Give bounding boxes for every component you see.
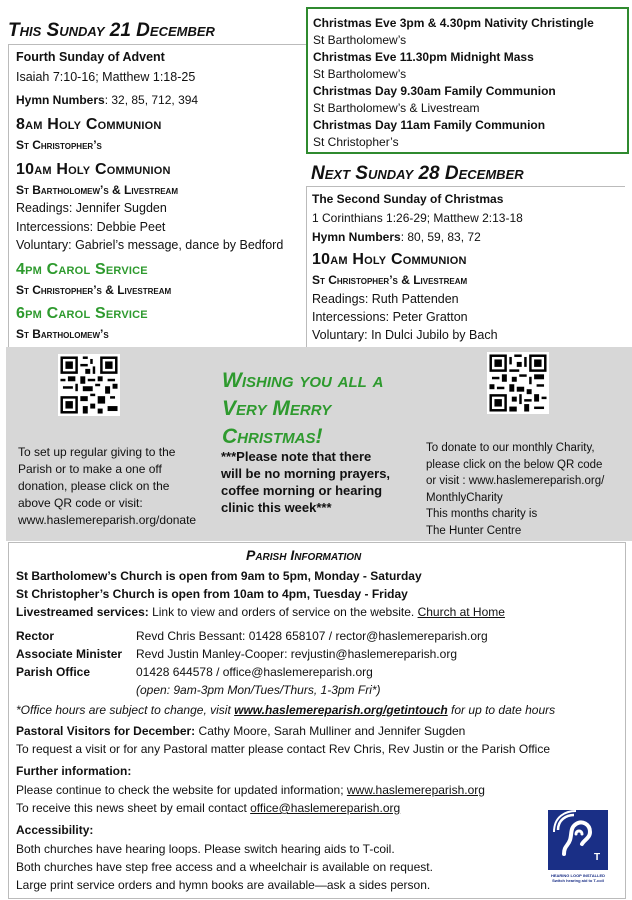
rector-value: Revd Chris Bessant: 01428 658107 / rector@haslemereparish.org — [136, 629, 488, 643]
service-10am-title: 10am Holy Communion — [16, 161, 171, 178]
christmas-line-8: St Christopher’s — [313, 135, 399, 149]
charity-qr-code[interactable] — [487, 352, 549, 414]
donate-link[interactable]: www.haslemereparish.org/donate — [18, 513, 197, 527]
website-link[interactable]: www.haslemereparish.org — [346, 783, 485, 797]
getintouch-link[interactable]: www.haslemereparish.org/getintouch — [234, 703, 448, 717]
christmas-line-6: St Bartholomew’s & Livestream — [313, 101, 480, 115]
carol-6pm-title: 6pm Carol Service — [16, 305, 148, 322]
charity-info: To donate to our monthly Charity, please click on the below QR code or visit : www.haslemereparish.org/ MonthlyCharity This months charity is The Hunter Centre — [426, 442, 605, 537]
further-info-label: Further information: — [16, 764, 132, 778]
this-sunday-readings-ref: Isaiah 7:10-16; Matthew 1:18-25 — [16, 70, 196, 84]
service-10am-voluntary: Voluntary: Gabriel’s message, dance by Bedford — [16, 238, 284, 252]
carol-4pm-place: St Christopher’s & Livestream — [16, 283, 172, 297]
email-info: To receive this news sheet by email contact office@haslemereparish.org — [16, 801, 401, 815]
giving-info: To set up regular giving to the Parish or to make a one off donation, please click on the above QR code or visit: www.haslemereparish.org/donate — [18, 444, 218, 529]
parish-info-heading: Parish Information — [246, 547, 362, 563]
christmas-line-1: Christmas Eve 3pm & 4.30pm Nativity Christingle — [313, 16, 594, 30]
this-sunday-occasion: Fourth Sunday of Advent — [16, 50, 165, 64]
next-sunday-heading: Next Sunday 28 December — [311, 163, 524, 184]
accessibility-line-1: Both churches have hearing loops. Please switch hearing aids to T-coil. — [16, 842, 395, 856]
associate-minister-value: Revd Justin Manley-Cooper: revjustin@haslemereparish.org — [136, 647, 457, 661]
next-service-intercessions: Intercessions: Peter Gratton — [312, 310, 468, 324]
service-8am-place: St Christopher’s — [16, 138, 102, 152]
service-8am-title: 8am Holy Communion — [16, 116, 162, 133]
giving-qr-code[interactable] — [58, 354, 120, 416]
christmas-greeting: Wishing you all a Very Merry Christmas! — [222, 369, 384, 448]
accessibility-line-2: Both churches have step free access and a wheelchair is available on request. — [16, 860, 433, 874]
christmas-line-5: Christmas Day 9.30am Family Communion — [313, 84, 556, 98]
parish-office-label: Parish Office — [16, 665, 91, 679]
accessibility-label: Accessibility: — [16, 823, 94, 837]
church-at-home-link[interactable]: Church at Home — [417, 605, 505, 619]
st-christophers-opening: St Christopher’s Church is open from 10am to 4pm, Tuesday - Friday — [16, 587, 408, 601]
svg-text:T: T — [594, 852, 601, 863]
service-10am-intercessions: Intercessions: Debbie Peet — [16, 220, 166, 234]
service-10am-readings: Readings: Jennifer Sugden — [16, 201, 167, 215]
accessibility-line-3: Large print service orders and hymn books are available—ask a sides person. — [16, 878, 431, 892]
parish-office-value: 01428 644578 / office@haslemereparish.org — [136, 665, 373, 679]
carol-4pm-title: 4pm Carol Service — [16, 261, 148, 278]
pastoral-request: To request a visit or for any Pastoral matter please contact Rev Chris, Rev Justin or the Parish Office — [16, 742, 551, 756]
livestream-info: Livestreamed services: Link to view and orders of service on the website. Church at Home — [16, 605, 505, 619]
st-bartholomews-opening: St Bartholomew’s Church is open from 9am to 5pm, Monday - Saturday — [16, 569, 422, 583]
rector-label: Rector — [16, 629, 55, 643]
next-service-title: 10am Holy Communion — [312, 251, 467, 268]
service-10am-place: St Bartholomew’s & Livestream — [16, 183, 178, 197]
next-sunday-readings-ref: 1 Corinthians 1:26-29; Matthew 2:13-18 — [312, 211, 523, 225]
no-morning-prayers-notice: ***Please note that there will be no morning prayers, coffee morning or hearing clinic this week*** — [221, 449, 391, 515]
next-service-place: St Christopher’s & Livestream — [312, 273, 468, 287]
next-service-readings: Readings: Ruth Pattenden — [312, 292, 459, 306]
office-hours-note: *Office hours are subject to change, visit www.haslemereparish.org/getintouch for up to date hours — [16, 703, 556, 717]
next-sunday-occasion: The Second Sunday of Christmas — [312, 192, 504, 206]
parish-office-hours: (open: 9am-3pm Mon/Tues/Thurs, 1-3pm Fri*) — [136, 683, 381, 697]
this-sunday-hymns: Hymn Numbers: 32, 85, 712, 394 — [16, 93, 199, 107]
associate-minister-label: Associate Minister — [16, 647, 123, 661]
christmas-line-2: St Bartholomew’s — [313, 33, 407, 47]
pastoral-visitors: Pastoral Visitors for December: Cathy Moore, Sarah Mulliner and Jennifer Sugden — [16, 724, 466, 738]
office-email-link[interactable]: office@haslemereparish.org — [250, 801, 401, 815]
next-sunday-hymns: Hymn Numbers: 80, 59, 83, 72 — [312, 230, 481, 244]
christmas-line-4: St Bartholomew’s — [313, 67, 407, 81]
christmas-line-7: Christmas Day 11am Family Communion — [313, 118, 546, 132]
christmas-line-3: Christmas Eve 11.30pm Midnight Mass — [313, 50, 534, 64]
website-info: Please continue to check the website for updated information; www.haslemereparish.org — [16, 783, 485, 797]
next-service-voluntary: Voluntary: In Dulci Jubilo by Bach — [312, 328, 498, 342]
hearing-loop-icon: T HEARING LOOP INSTALLED Switch hearing aid to T-coil — [548, 810, 608, 884]
carol-6pm-place: St Bartholomew’s — [16, 327, 109, 341]
this-sunday-heading: This Sunday 21 December — [8, 20, 215, 41]
